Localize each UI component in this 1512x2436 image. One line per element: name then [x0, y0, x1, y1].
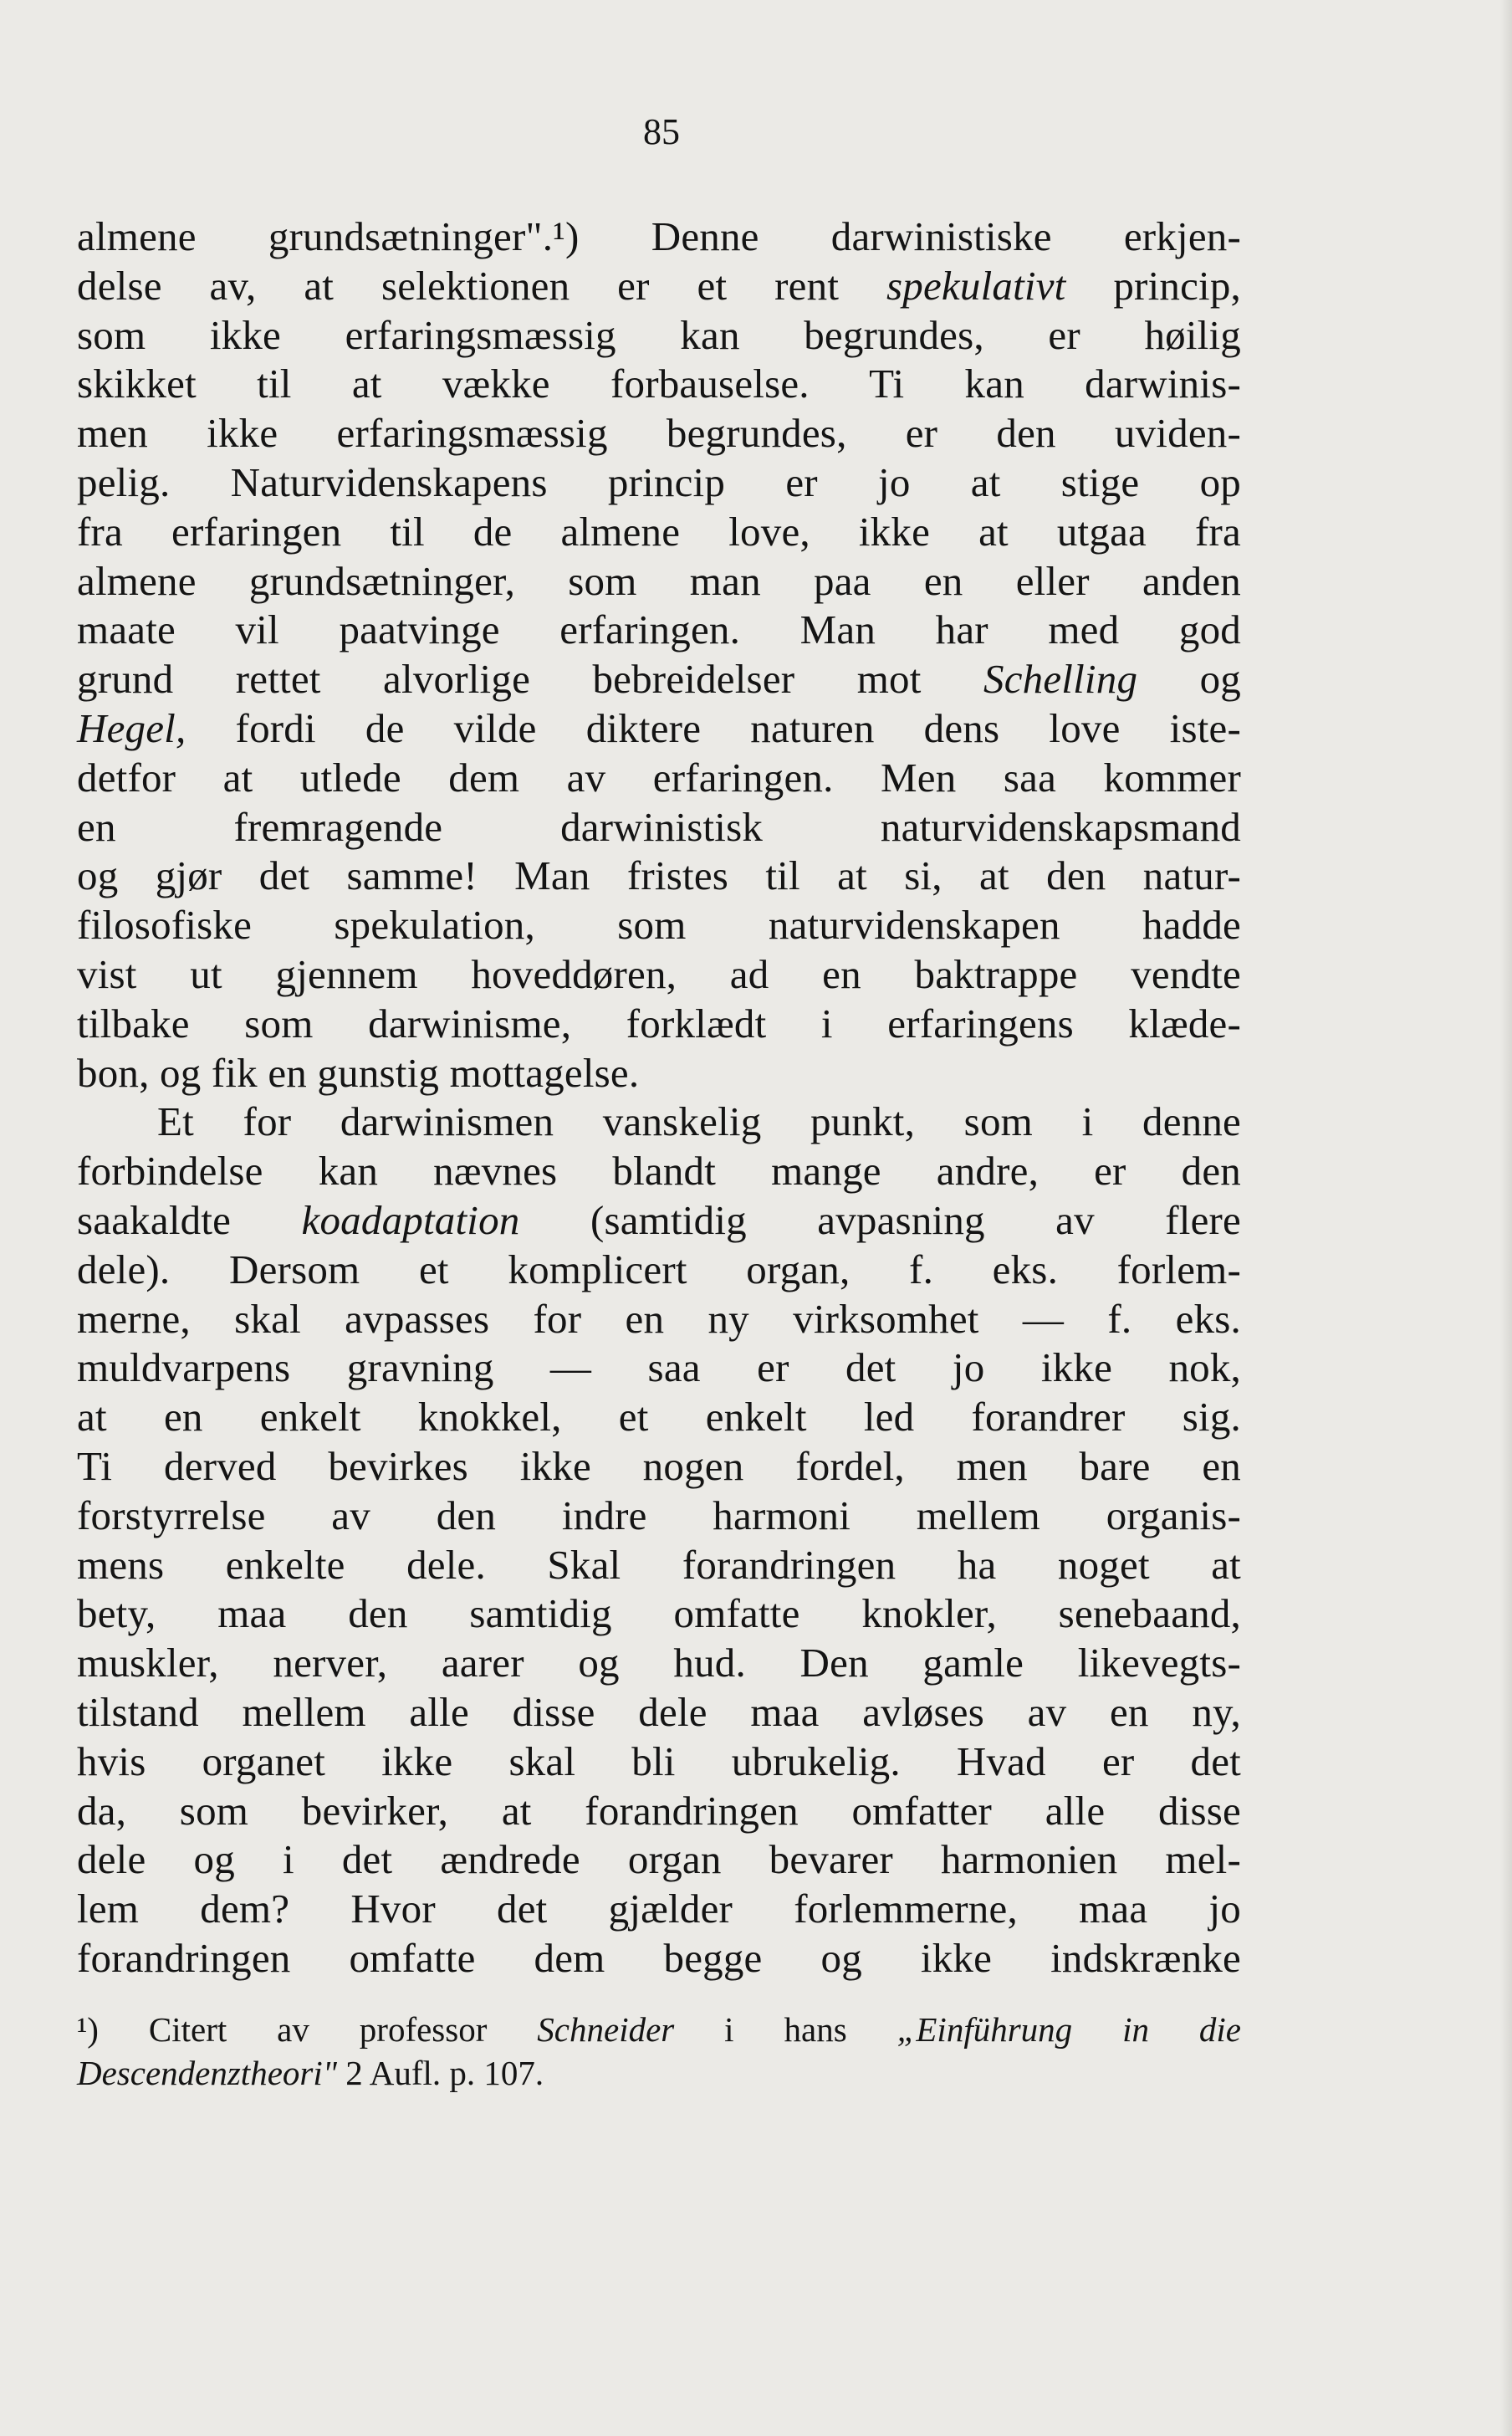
text-run: (samtidig avpasning av flere [519, 1196, 1241, 1243]
text-run: bon, og fik en gunstig mottagelse. [77, 1049, 640, 1096]
text-run: dele). Dersom et komplicert organ, f. eks. forlem- [77, 1246, 1241, 1292]
text-run: dele og i det ændrede organ bevarer harmonien mel- [77, 1836, 1241, 1883]
text-run: almene grundsætninger".¹) Denne darwinistiske erkjen- [77, 213, 1241, 259]
text-line [77, 1393, 1241, 1442]
text-run: fra erfaringen til de almene love, ikke at utgaa fra [77, 508, 1241, 555]
page-number: 85 [643, 111, 680, 152]
text-run: forbindelse kan nævnes blandt mange andre, er den [77, 1148, 1241, 1195]
text-run: forandringen omfatte dem begge og ikke indskrænke [77, 1934, 1241, 1981]
text-line [77, 508, 1241, 557]
text-line [77, 262, 1241, 311]
text-line [77, 1442, 1241, 1492]
text-line [77, 655, 1241, 704]
text-line [77, 1885, 1241, 1934]
text-line [77, 1688, 1241, 1737]
footnote-title: Descendenztheori" [77, 2054, 337, 2092]
text-line [77, 1246, 1241, 1295]
text-run: Et for darwinismen vanskelig punkt, som i denne [157, 1098, 1241, 1145]
italic-run: Schelling [983, 656, 1138, 703]
text-run: og gjør det samme! Man fristes til at si, at den natur- [77, 852, 1241, 899]
text-line [77, 1934, 1241, 1983]
text-line [77, 1000, 1241, 1049]
text-run: Ti derved bevirkes ikke nogen fordel, men bare en [77, 1442, 1241, 1489]
text-run: at en enkelt knokkel, et enkelt led forandrer sig. [77, 1394, 1241, 1441]
text-line [77, 1196, 1241, 1246]
text-run: detfor at utlede dem av erfaringen. Men saa kommer [77, 754, 1241, 801]
footnote-title: „Einführung in die [896, 2010, 1241, 2049]
text-run: vist ut gjennem hoveddøren, ad en baktrappe vendte [77, 950, 1241, 997]
text-run: tilbake som darwinisme, forklædt i erfaringens klæde- [77, 1000, 1241, 1047]
text-line [77, 1639, 1241, 1688]
text-run: lem dem? Hvor det gjælder forlemmerne, maa jo [77, 1886, 1241, 1932]
italic-run: spekulativt [886, 262, 1066, 309]
text-run: saakaldte [77, 1196, 302, 1243]
text-run: merne, skal avpasses for en ny virksomhet — f. eks. [77, 1295, 1241, 1342]
text-run: mens enkelte dele. Skal forandringen ha noget at [77, 1541, 1241, 1588]
text-run: muldvarpens gravning — saa er det jo ikke nok, [77, 1344, 1241, 1391]
text-line [77, 1343, 1241, 1393]
text-run: maate vil paatvinge erfaringen. Man har med god [77, 606, 1241, 653]
text-run: men ikke erfaringsmæssig begrundes, er den uviden- [77, 410, 1241, 457]
text-run: delse av, at selektionen er et rent [77, 262, 886, 309]
text-run: forstyrrelse av den indre harmoni mellem organis- [77, 1492, 1241, 1538]
text-line [77, 1049, 1241, 1098]
footnote-author: Schneider [537, 2010, 675, 2049]
text-run: skikket til at vække forbauselse. Ti kan darwinis- [77, 361, 1241, 407]
text-line [77, 754, 1241, 803]
footnote-marker: ¹) [77, 2010, 99, 2049]
text-run: filosofiske spekulation, som naturvidenskapen hadde [77, 902, 1241, 949]
text-line [77, 1541, 1241, 1590]
footnote [77, 2008, 1241, 2095]
text-line [77, 852, 1241, 901]
text-run: muskler, nerver, aarer og hud. Den gamle likevegts- [77, 1640, 1241, 1686]
text-line [77, 704, 1241, 754]
text-line [77, 1589, 1241, 1639]
text-run: og [1137, 656, 1241, 703]
text-line [77, 360, 1241, 409]
italic-run: koadaptation [301, 1196, 520, 1243]
page-edge-shadow [1500, 0, 1512, 2436]
text-line [77, 1147, 1241, 1196]
footnote-line-1 [77, 2008, 1241, 2051]
footnote-text: 2 Aufl. p. 107. [336, 2054, 544, 2092]
text-line [77, 212, 1241, 262]
text-line [77, 1295, 1241, 1344]
text-run: fordi de vilde diktere naturen dens love iste- [186, 704, 1241, 751]
text-run: tilstand mellem alle disse dele maa avløses av en ny, [77, 1688, 1241, 1735]
footnote-text: i hans [674, 2010, 897, 2049]
text-run: almene grundsætninger, som man paa en eller anden [77, 557, 1241, 604]
text-run: en fremragende darwinistisk naturvidenskapsmand [77, 803, 1241, 850]
text-line [77, 803, 1241, 852]
text-line [77, 1787, 1241, 1836]
italic-run: Hegel, [77, 704, 186, 751]
text-run: som ikke erfaringsmæssig kan begrundes, er høilig [77, 311, 1241, 358]
text-line [77, 1737, 1241, 1787]
text-run: pelig. Naturvidenskapens princip er jo at stige op [77, 458, 1241, 505]
text-line [77, 458, 1241, 508]
text-line [77, 1492, 1241, 1541]
body-text [77, 212, 1241, 1983]
text-line [77, 1835, 1241, 1885]
text-line [77, 901, 1241, 950]
text-run: hvis organet ikke skal bli ubrukelig. Hvad er det [77, 1737, 1241, 1784]
text-run: bety, maa den samtidig omfatte knokler, senebaand, [77, 1590, 1241, 1637]
text-run: grund rettet alvorlige bebreidelser mot [77, 656, 983, 703]
footnote-text: Citert av professor [98, 2010, 538, 2049]
text-line [77, 409, 1241, 458]
text-run: princip, [1065, 262, 1241, 309]
text-line [77, 311, 1241, 361]
text-line [77, 950, 1241, 1000]
text-run: da, som bevirker, at forandringen omfatter alle disse [77, 1787, 1241, 1834]
text-line [77, 606, 1241, 655]
text-line [77, 1098, 1241, 1147]
text-line [77, 557, 1241, 606]
footnote-line-2 [77, 2051, 1241, 2095]
